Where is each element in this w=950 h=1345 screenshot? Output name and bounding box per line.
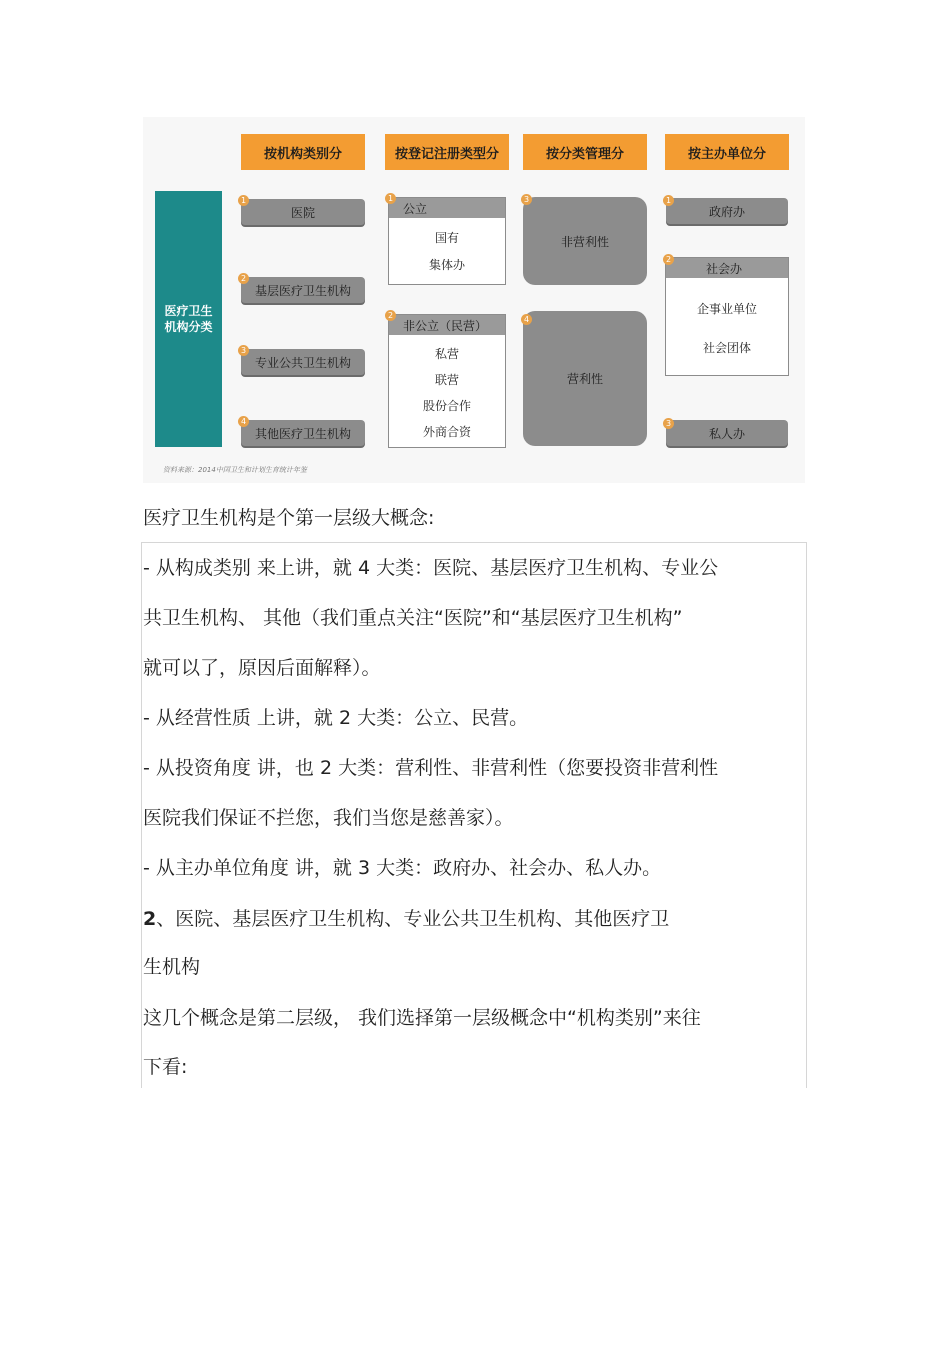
header-by-management: 按分类管理分 [523, 134, 647, 170]
public-item: 集体办 [428, 258, 465, 272]
private-item: 股份合作 [422, 399, 471, 413]
col1-other: 其他医疗卫生机构 [241, 420, 365, 446]
private-box-title: 非公立（民营） [389, 315, 505, 335]
header-by-sponsor: 按主办单位分 [665, 134, 789, 170]
for-profit-block: 营利性 [523, 311, 647, 446]
text-line: - 从主办单位角度 讲，就 3 大类：政府办、社会办、私人办。 [143, 857, 662, 879]
side-label-line2: 机构分类 [164, 320, 213, 334]
col1-public-health: 专业公共卫生机构 [241, 349, 365, 375]
number-badge: 4 [238, 416, 249, 427]
number-badge: 4 [521, 314, 532, 325]
non-profit-block: 非营利性 [523, 197, 647, 285]
text-line: 共卫生机构、 其他（我们重点关注“医院”和“基层医疗卫生机构” [143, 607, 683, 629]
private-item: 私营 [434, 347, 459, 361]
public-box [388, 197, 506, 285]
number-badge: 2 [385, 310, 396, 321]
private-item: 外商合资 [422, 425, 471, 439]
society-run-item: 社会团体 [702, 341, 751, 355]
private-box [388, 314, 506, 448]
public-box-title: 公立 [389, 198, 505, 218]
intro-text: 医疗卫生机构是个第一层级大概念: [143, 507, 435, 529]
text-line: - 从构成类别 来上讲，就 4 大类：医院、基层医疗卫生机构、专业公 [143, 557, 719, 579]
number-badge: 2 [238, 273, 249, 284]
number-badge: 3 [663, 418, 674, 429]
side-label [155, 191, 222, 447]
section-heading-line2: 生机构 [143, 956, 201, 978]
privately-run: 私人办 [666, 420, 788, 446]
paragraph-line: 这几个概念是第二层级， 我们选择第一层级概念中“机构类别”来往 [143, 1007, 701, 1029]
number-badge: 2 [663, 254, 674, 265]
society-run-box [665, 257, 789, 376]
side-label-line1: 医疗卫生 [164, 304, 213, 318]
number-badge: 1 [238, 195, 249, 206]
section-heading [143, 904, 669, 931]
government-run: 政府办 [666, 198, 788, 224]
text-line: - 从经营性质 上讲，就 2 大类：公立、民营。 [143, 707, 529, 729]
text-line: 就可以了，原因后面解释）。 [143, 657, 381, 679]
number-badge: 3 [521, 194, 532, 205]
section-title: 、医院、基层医疗卫生机构、专业公共卫生机构、其他医疗卫 [156, 908, 670, 930]
number-badge: 3 [238, 345, 249, 356]
header-by-category: 按机构类别分 [241, 134, 365, 170]
public-item: 国有 [434, 231, 459, 245]
society-run-item: 企事业单位 [696, 302, 757, 316]
text-line: - 从投资角度 讲，也 2 大类：营利性、非营利性（您要投资非营利性 [143, 757, 719, 779]
paragraph-line: 下看: [143, 1056, 188, 1078]
header-by-registration: 按登记注册类型分 [385, 134, 509, 170]
society-run-title: 社会办 [666, 258, 788, 278]
number-badge: 1 [385, 193, 396, 204]
text-line: 医院我们保证不拦您，我们当您是慈善家）。 [143, 807, 514, 829]
section-number: 2 [143, 908, 157, 930]
private-item: 联营 [434, 373, 459, 387]
col1-primary-care: 基层医疗卫生机构 [241, 277, 365, 303]
number-badge: 1 [663, 195, 674, 206]
classification-diagram [143, 117, 805, 483]
source-note: 资料来源：2014中国卫生和计划生育统计年鉴 [163, 466, 307, 474]
col1-hospital: 医院 [241, 199, 365, 225]
